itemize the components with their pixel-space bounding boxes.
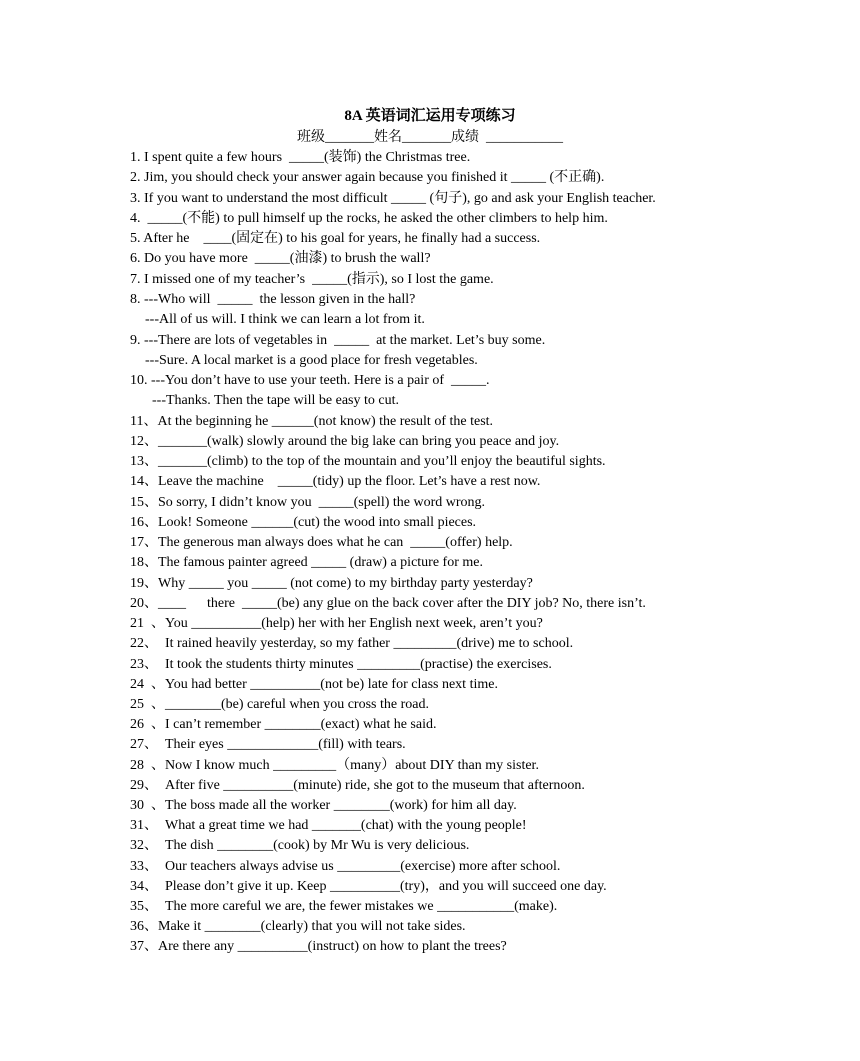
question-line: 21 、You __________(help) her with her English next week, aren’t you?	[130, 616, 543, 631]
question-line: 34、 Please don’t give it up. Keep __________(try)，and you will succeed one day.	[130, 879, 607, 894]
page-title: 8A 英语词汇运用专项练习	[344, 108, 516, 124]
question-line: 16、Look! Someone ______(cut) the wood into small pieces.	[130, 515, 477, 530]
question-line: 22、 It rained heavily yesterday, so my father _________(drive) me to school.	[130, 636, 574, 651]
question-line: 1. I spent quite a few hours _____(装饰) the Christmas tree.	[130, 150, 471, 165]
question-line: 31、 What a great time we had _______(chat) with the young people!	[130, 818, 527, 833]
question-line: 30 、The boss made all the worker ________(work) for him all day.	[130, 798, 517, 813]
question-line: 27、 Their eyes _____________(fill) with tears.	[130, 737, 406, 752]
question-line: 36、Make it ________(clearly) that you will not take sides.	[130, 919, 466, 934]
question-line: 33、 Our teachers always advise us _________(exercise) more after school.	[130, 859, 561, 874]
question-line: 12、_______(walk) slowly around the big lake can bring you peace and joy.	[130, 434, 560, 449]
question-line: 19、Why _____ you _____ (not come) to my birthday party yesterday?	[130, 576, 533, 591]
question-line: 13、_______(climb) to the top of the mountain and you’ll enjoy the beautiful sights.	[130, 454, 606, 469]
question-line: 3. If you want to understand the most difficult _____ (句子), go and ask your English teacher.	[130, 191, 656, 206]
question-line: 28 、Now I know much _________（many）about DIY than my sister.	[130, 758, 539, 773]
question-line: 6. Do you have more _____(油漆) to brush the wall?	[130, 251, 431, 266]
question-line: 11、At the beginning he ______(not know) the result of the test.	[130, 414, 494, 429]
question-line: 10. ---You don’t have to use your teeth. Here is a pair of _____.	[130, 373, 490, 388]
question-line: 8. ---Who will _____ the lesson given in the hall?	[130, 292, 416, 307]
question-line: 25 、________(be) careful when you cross the road.	[130, 697, 429, 712]
question-line: 23、 It took the students thirty minutes _________(practise) the exercises.	[130, 657, 552, 672]
question-line: 37、Are there any __________(instruct) on how to plant the trees?	[130, 939, 507, 954]
question-line: 29、 After five __________(minute) ride, she got to the museum that afternoon.	[130, 778, 585, 793]
question-line: 7. I missed one of my teacher’s _____(指示), so I lost the game.	[130, 272, 494, 287]
question-line: 24 、You had better __________(not be) late for class next time.	[130, 677, 498, 692]
question-line: 15、So sorry, I didn’t know you _____(spell) the word wrong.	[130, 495, 486, 510]
question-line: 20、____ there _____(be) any glue on the back cover after the DIY job? No, there isn’t.	[130, 596, 646, 611]
question-line: 26 、I can’t remember ________(exact) what he said.	[130, 717, 437, 732]
question-line: 4. _____(不能) to pull himself up the rocks, he asked the other climbers to help him.	[130, 211, 608, 226]
answer-line: ---Sure. A local market is a good place for fresh vegetables.	[145, 353, 478, 368]
answer-line: ---Thanks. Then the tape will be easy to cut.	[145, 393, 399, 408]
question-line: 17、The generous man always does what he can _____(offer) help.	[130, 535, 513, 550]
answer-line: ---All of us will. I think we can learn a lot from it.	[145, 312, 425, 327]
question-line: 5. After he ____(固定在) to his goal for years, he finally had a success.	[130, 231, 541, 246]
question-line: 35、 The more careful we are, the fewer mistakes we ___________(make).	[130, 899, 558, 914]
question-line: 2. Jim, you should check your answer again because you finished it _____ (不正确).	[130, 170, 605, 185]
question-line: 9. ---There are lots of vegetables in _____ at the market. Let’s buy some.	[130, 333, 546, 348]
question-line: 32、 The dish ________(cook) by Mr Wu is very delicious.	[130, 838, 470, 853]
student-info-line: 班级_______姓名_______成绩 ___________	[297, 130, 563, 145]
question-line: 14、Leave the machine _____(tidy) up the floor. Let’s have a rest now.	[130, 474, 541, 489]
question-line: 18、The famous painter agreed _____ (draw) a picture for me.	[130, 555, 483, 570]
